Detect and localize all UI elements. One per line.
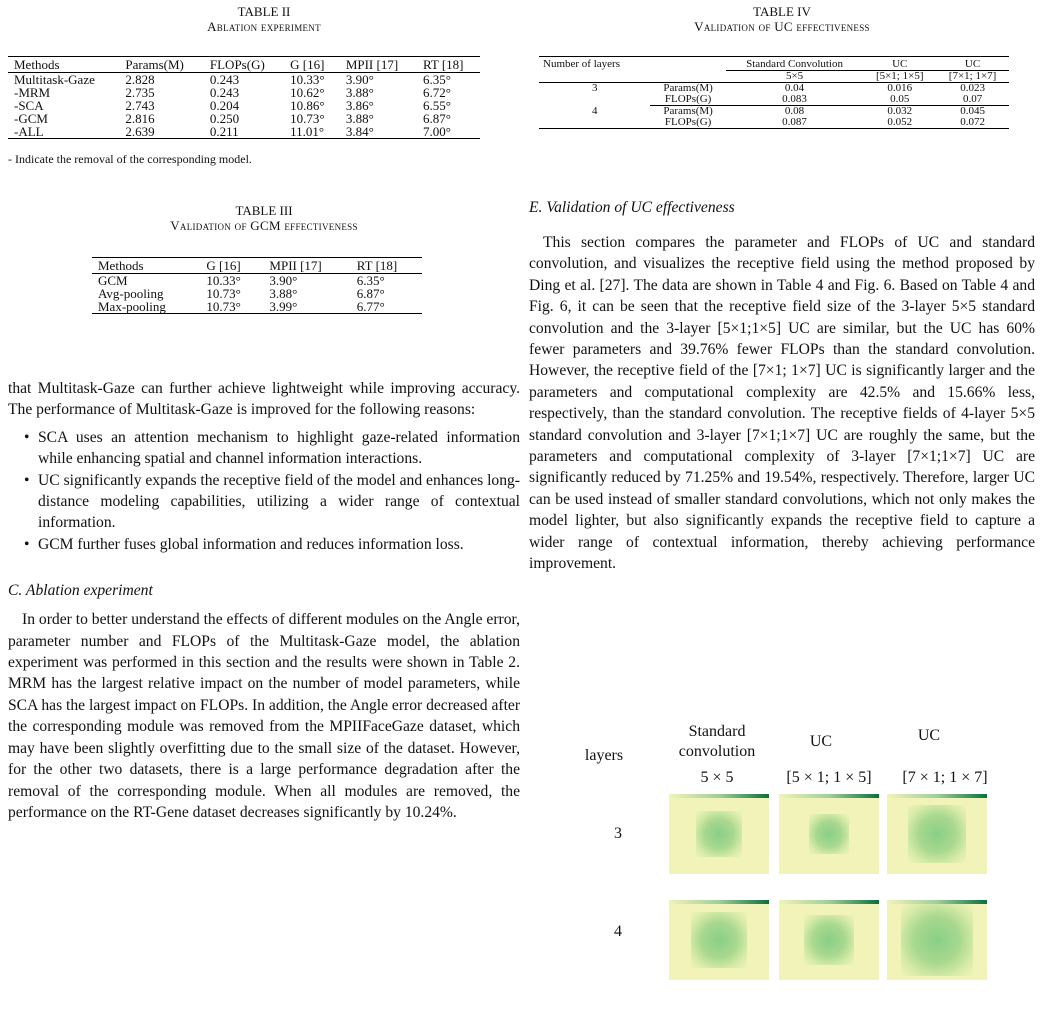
table-cell: 0.211 xyxy=(204,125,284,139)
table-cell: 10.73° xyxy=(200,300,263,314)
table-cell: 0.052 xyxy=(863,117,936,129)
table4-header-row xyxy=(539,57,1009,71)
table-cell: 0.243 xyxy=(209,85,240,100)
table2-title: Ablation experiment xyxy=(207,19,321,34)
table3-header: G [16] xyxy=(200,258,263,274)
list-item: • GCM further fuses global information and reduces information loss. xyxy=(24,535,464,553)
table-row xyxy=(8,86,480,99)
table3-header: Methods xyxy=(92,258,200,274)
figure-col2-title: UC xyxy=(809,733,833,750)
table4-header: Number of layers xyxy=(539,57,650,71)
table4-number: TABLE IV xyxy=(753,4,811,19)
table3-header: MPII [17] xyxy=(263,258,350,274)
paragraph: This section compares the parameter and FLOPs of UC and standard convolution, and visualizes the receptive field using the method proposed by Ding et al. [27]. The data are shown in Table 4 and Fig. 6. Based on Table 4 and Fig. 6, it can be seen that the receptive field size of the 3-layer 5×5 standard convolution and the 3-layer [5×1;1×5] UC are similar, but the UC has 60% fewer parameters and 39.76% fewer FLOPs than the standard convolution. However, the receptive field of the [7×1; 1×7] UC is significantly larger and the parameters and computational complexity are 42.5% and 15.66% less, respectively, than the standard convolution. The receptive fields of 4-layer 5×5 standard convolution and 3-layer [7×1;1×7] UC are roughly the same, but the parameters and computational complexity of 3-layer [7×1;1×7] UC are significantly reduced by 71.25% and 19.54%, respectively. Therefore, larger UC can be used instead of smaller standard convolutions, which not only makes the model lighter, but also significantly expands the receptive field to capture a wider range of contextual information, thereby achieving performance improvement. xyxy=(529,234,1035,573)
table4-subheader: [7×1; 1×7] xyxy=(936,71,1009,83)
table2-header: Methods xyxy=(8,57,119,73)
table-cell: 0.072 xyxy=(936,117,1009,129)
table-cell: GCM xyxy=(98,273,128,288)
table2 xyxy=(8,56,480,139)
table-cell: -GCM xyxy=(14,111,48,126)
table-cell: 0.250 xyxy=(209,111,240,126)
table-cell: 10.62° xyxy=(290,85,325,100)
table-cell: 0.07 xyxy=(936,94,1009,106)
table-cell: 3.88° xyxy=(345,85,374,100)
table-cell: 3.88° xyxy=(345,111,374,126)
table-row xyxy=(92,274,422,288)
figure-col1-title xyxy=(657,722,777,762)
table4-layers: 4 xyxy=(539,106,650,129)
table4-caption xyxy=(529,4,1035,34)
table-cell: 3.88° xyxy=(269,286,298,301)
table-cell: Avg-pooling xyxy=(98,286,164,301)
list-item: • UC significantly expands the receptive field of the model and enhances long-distance modeling capabilities, utilizing a wider range of contextual information. xyxy=(24,471,520,532)
table-row xyxy=(539,106,1009,118)
figure-layers-label: layers xyxy=(584,747,624,764)
list-item-text: SCA uses an attention mechanism to highlight gaze-related information while enhancing spatial and channel information interactions. xyxy=(38,428,520,468)
table2-header: MPII [17] xyxy=(340,57,417,73)
table-cell: 3.90° xyxy=(345,72,374,87)
table-cell: 0.023 xyxy=(960,82,985,94)
table-cell: 6.77° xyxy=(351,300,422,314)
table-cell: Max-pooling xyxy=(92,300,200,314)
table3-caption xyxy=(8,203,520,233)
list-item-text: GCM further fuses global information and reduces information loss. xyxy=(38,535,464,553)
table-cell: 3.90° xyxy=(269,273,298,288)
table-cell: 7.00° xyxy=(417,125,480,139)
table3-title: Validation of GCM effectiveness xyxy=(170,218,358,233)
list-item: • SCA uses an attention mechanism to highlight gaze-related information while enhancing spatial and channel information interactions. xyxy=(24,428,520,468)
table-cell: Params(M) xyxy=(663,105,713,117)
table-cell: 3.86° xyxy=(345,98,374,113)
table-row xyxy=(8,125,480,139)
table-cell: 2.743 xyxy=(125,98,155,113)
table2-header: G [16] xyxy=(284,57,340,73)
table-cell: 0.08 xyxy=(784,105,805,117)
figure-col3-title: UC xyxy=(917,727,941,744)
table4-subheader-row xyxy=(539,71,1009,83)
list-item-text: UC significantly expands the receptive field of the model and enhances long-distance modeling capabilities, utilizing a wider range of contextual information. xyxy=(38,471,520,532)
table-cell: 10.33° xyxy=(206,273,241,288)
figure-row2-label: 4 xyxy=(614,923,622,940)
table4-header: UC xyxy=(863,57,936,71)
table-cell: 6.55° xyxy=(422,98,451,113)
heatmap-uc7-4 xyxy=(887,900,987,980)
figure-col1-title-line1: Standard xyxy=(688,723,746,740)
table3-number: TABLE III xyxy=(235,203,293,218)
table-cell: 6.87° xyxy=(422,111,451,126)
table-cell: 0.087 xyxy=(726,117,863,129)
table-row xyxy=(92,300,422,314)
table-cell: 11.01° xyxy=(284,125,340,139)
table-cell: 0.243 xyxy=(209,72,240,87)
table-cell: 0.05 xyxy=(863,94,936,106)
table4-header: UC xyxy=(936,57,1009,71)
table-cell: Params(M) xyxy=(663,82,713,94)
table4-title: Validation of UC effectiveness xyxy=(694,19,870,34)
table-cell: 2.639 xyxy=(119,125,204,139)
figure-col1-title-line2: convolution xyxy=(678,743,756,760)
table2-header-row xyxy=(8,57,480,73)
table-cell: 10.33° xyxy=(290,72,325,87)
table3-header-row xyxy=(92,258,422,274)
table-row xyxy=(539,83,1009,95)
table-row xyxy=(8,99,480,112)
table2-number: TABLE II xyxy=(237,4,291,19)
table2-caption xyxy=(8,4,520,34)
figure-col1-subtitle: 5 × 5 xyxy=(700,769,734,786)
table-cell: 0.032 xyxy=(887,105,913,117)
table-row xyxy=(8,112,480,125)
table-row xyxy=(8,73,480,87)
table-cell: 2.735 xyxy=(125,85,155,100)
table2-header: FLOPs(G) xyxy=(204,57,284,73)
heatmap-std-4 xyxy=(669,900,769,980)
table-cell: 10.86° xyxy=(290,98,325,113)
table-cell: FLOPs(G) xyxy=(650,94,725,106)
table-cell: 3.99° xyxy=(263,300,350,314)
table-cell: 0.045 xyxy=(960,105,985,117)
table-cell: 6.35° xyxy=(356,273,385,288)
paragraph: In order to better understand the effects of different modules on the Angle error, parameter number and FLOPs of the Multitask-Gaze model, the ablation experiment was performed in this section and the results were shown in Table 2. MRM has the largest relative impact on the number of model parameters, while SCA has the largest impact on FLOPs. In addition, the Angle error decreased after the corresponding module was removed from the MPIIFaceGaze dataset, which may have been slightly overfitting due to the small size of the dataset. However, for the other two datasets, there is a large performance degradation after the removal of the corresponding module. When all modules are removed, the performance on the RT-Gene dataset decreases significantly by 10.24%. xyxy=(8,611,521,821)
left-body xyxy=(8,378,520,823)
table4-subheader: 5×5 xyxy=(726,71,863,83)
heatmap-uc7-3 xyxy=(887,794,987,874)
section-heading: E. Validation of UC effectiveness xyxy=(529,199,735,216)
table-cell: -ALL xyxy=(8,125,119,139)
table4-layers: 3 xyxy=(591,82,598,94)
table3 xyxy=(92,257,422,314)
table-cell: 0.04 xyxy=(784,82,805,94)
table2-header: Params(M) xyxy=(119,57,204,73)
table4-subheader: [5×1; 1×5] xyxy=(863,71,936,83)
heatmap-std-3 xyxy=(669,794,769,874)
table-cell: 0.204 xyxy=(209,98,240,113)
table-cell: 6.87° xyxy=(356,286,385,301)
section-heading: C. Ablation experiment xyxy=(8,582,153,600)
table4 xyxy=(539,56,1009,129)
figure-col2-subtitle: [5 × 1; 1 × 5] xyxy=(786,769,872,786)
table-cell: 2.816 xyxy=(125,111,155,126)
table2-header: RT [18] xyxy=(417,57,480,73)
table-cell: -SCA xyxy=(14,98,44,113)
table-cell: 0.016 xyxy=(887,82,913,94)
table-cell: 3.84° xyxy=(340,125,417,139)
right-body xyxy=(529,198,1035,575)
table-cell: Multitask-Gaze xyxy=(14,72,95,87)
heatmap-uc5-4 xyxy=(779,900,879,980)
table2-note: - Indicate the removal of the corresponding model. xyxy=(8,152,252,166)
table-cell: 10.73° xyxy=(206,286,241,301)
table-cell: 2.828 xyxy=(125,72,155,87)
table-cell: 0.083 xyxy=(726,94,863,106)
table-cell: 10.73° xyxy=(290,111,325,126)
reasons-list xyxy=(8,427,520,555)
table-cell: 6.72° xyxy=(422,85,451,100)
table3-header: RT [18] xyxy=(351,258,422,274)
heatmap-uc5-3 xyxy=(779,794,879,874)
table4-header: Standard Convolution xyxy=(726,57,863,71)
receptive-field-figure xyxy=(529,716,1035,996)
figure-row1-label: 3 xyxy=(614,825,622,842)
table-cell: FLOPs(G) xyxy=(650,117,725,129)
table-cell: 6.35° xyxy=(422,72,451,87)
paragraph: that Multitask-Gaze can further achieve lightweight while improving accuracy. The performance of Multitask-Gaze is improved for the following reasons: xyxy=(8,380,520,419)
table-cell: -MRM xyxy=(14,85,51,100)
figure-col3-subtitle: [7 × 1; 1 × 7] xyxy=(902,769,988,786)
